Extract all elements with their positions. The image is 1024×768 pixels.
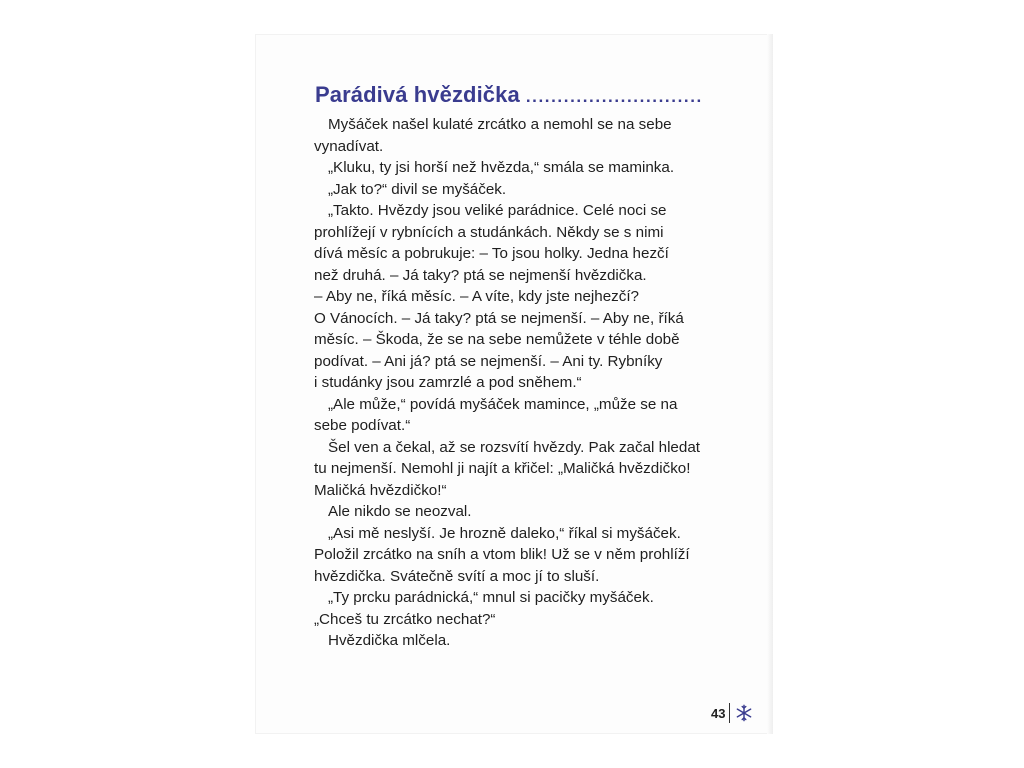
- text-line: Ale nikdo se neozval.: [328, 503, 472, 520]
- text-line: vynadívat.: [314, 137, 384, 155]
- text-line: prohlížejí v rybnících a studánkách. Někdy se s nimi: [314, 223, 664, 241]
- text-line: O Vánocích. – Já taky? ptá se nejmenší. – Aby ne, říká: [314, 309, 684, 327]
- text-line: „Chceš tu zrcátko nechat?“: [314, 610, 496, 628]
- story-title: Parádivá hvězdička: [315, 82, 520, 107]
- page-number: 43: [711, 705, 726, 721]
- text-line: „Ty prcku parádnická,“ mnul si pacičky myšáček.: [328, 589, 654, 606]
- text-line: „Ale může,“ povídá myšáček mamince, „může se na: [328, 395, 678, 413]
- book-page: [255, 34, 773, 734]
- footer-divider: [729, 703, 730, 723]
- text-line: Hvězdička mlčela.: [328, 632, 451, 649]
- title-row: [315, 82, 755, 108]
- text-line: Maličká hvězdičko!“: [314, 481, 447, 499]
- page-footer: [711, 702, 753, 724]
- text-line: dívá měsíc a pobrukuje: – To jsou holky. Jedna hezčí: [314, 245, 669, 262]
- text-line: hvězdička. Svátečně svítí a moc jí to sluší.: [314, 567, 600, 585]
- text-line: tu nejmenší. Nemohl ji najít a křičel: „Maličká hvězdičko!: [314, 460, 691, 477]
- story-text: [314, 114, 724, 652]
- text-line: „Kluku, ty jsi horší než hvězda,“ smála se maminka.: [328, 159, 675, 176]
- text-line: – Aby ne, říká měsíc. – A víte, kdy jste nejhezčí?: [314, 288, 640, 305]
- text-line: „Takto. Hvězdy jsou veliké parádnice. Celé noci se: [328, 202, 667, 219]
- text-line: Šel ven a čekal, až se rozsvítí hvězdy. Pak začal hledat: [328, 438, 700, 456]
- text-line: podívat. – Ani já? ptá se nejmenší. – Ani ty. Rybníky: [314, 352, 663, 370]
- text-line: než druhá. – Já taky? ptá se nejmenší hvězdička.: [314, 266, 647, 284]
- text-line: Myšáček našel kulaté zrcátko a nemohl se na sebe: [328, 116, 672, 133]
- text-line: sebe podívat.“: [314, 417, 411, 434]
- text-line: i studánky jsou zamrzlé a pod sněhem.“: [314, 374, 582, 391]
- page-edge-shadow: [767, 34, 773, 734]
- title-dot-leader: ............................: [525, 87, 703, 106]
- text-line: Položil zrcátko na sníh a vtom blik! Už se v něm prohlíží: [314, 546, 690, 563]
- snowflake-icon: [735, 704, 753, 722]
- text-line: měsíc. – Škoda, že se na sebe nemůžete v téhle době: [314, 331, 680, 348]
- text-line: „Asi mě neslyší. Je hrozně daleko,“ říkal si myšáček.: [328, 524, 681, 542]
- text-line: „Jak to?“ divil se myšáček.: [328, 180, 507, 198]
